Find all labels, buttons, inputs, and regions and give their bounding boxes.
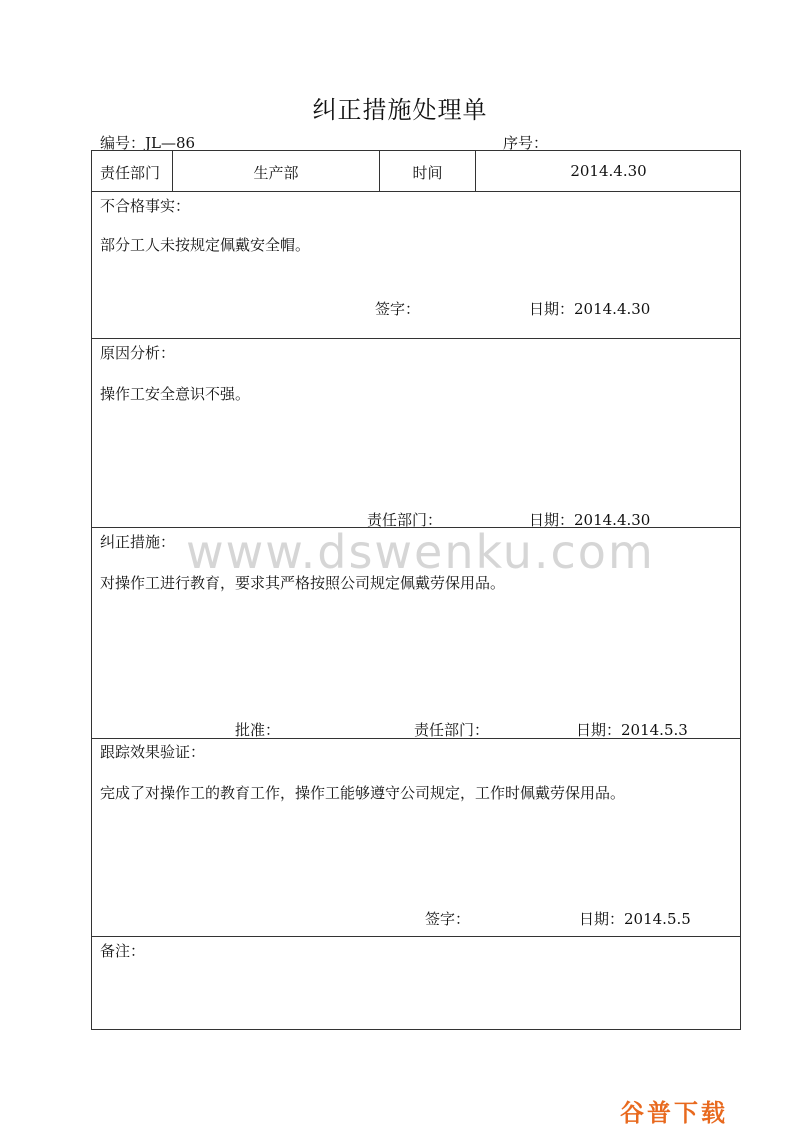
nonconformity-sign: 签字： <box>375 300 421 318</box>
dept-label: 责任部门 <box>100 164 161 182</box>
time-label: 时间 <box>412 164 443 182</box>
verify-heading: 跟踪效果验证： <box>100 743 206 761</box>
verify-content: 完成了对操作工的教育工作，操作工能够遵守公司规定，工作时佩戴劳保用品。 <box>100 784 626 802</box>
remark-heading: 备注： <box>100 942 146 960</box>
measure-dept: 责任部门： <box>414 721 490 739</box>
measure-approve: 批准： <box>235 721 281 739</box>
dept-value: 生产部 <box>253 164 299 182</box>
cause-dept: 责任部门： <box>367 511 443 529</box>
verify-date: 日期：2014.5.5 <box>579 910 691 928</box>
document-title: 纠正措施处理单 <box>312 96 488 124</box>
row-divider <box>92 191 740 192</box>
cause-date: 日期：2014.4.30 <box>529 511 651 529</box>
form-table <box>91 150 741 1030</box>
time-value: 2014.4.30 <box>570 162 647 180</box>
nonconformity-date: 日期：2014.4.30 <box>529 300 651 318</box>
site-watermark: www.dswenku.com <box>186 525 655 579</box>
row-divider <box>92 936 740 937</box>
measure-content: 对操作工进行教育，要求其严格按照公司规定佩戴劳保用品。 <box>100 574 506 592</box>
measure-date: 日期：2014.5.3 <box>576 721 688 739</box>
measure-heading: 纠正措施： <box>100 533 176 551</box>
verify-sign: 签字： <box>425 910 471 928</box>
nonconformity-heading: 不合格事实： <box>100 197 191 215</box>
nonconformity-content: 部分工人未按规定佩戴安全帽。 <box>100 236 311 254</box>
row-divider <box>92 338 740 339</box>
cause-heading: 原因分析： <box>100 344 176 362</box>
sequence-number: 序号： <box>503 134 549 152</box>
row-divider <box>92 738 740 739</box>
brand-watermark: 谷普下载 <box>620 1099 728 1127</box>
document-number: 编号：JL—86 <box>100 134 196 152</box>
cause-content: 操作工安全意识不强。 <box>100 385 251 403</box>
